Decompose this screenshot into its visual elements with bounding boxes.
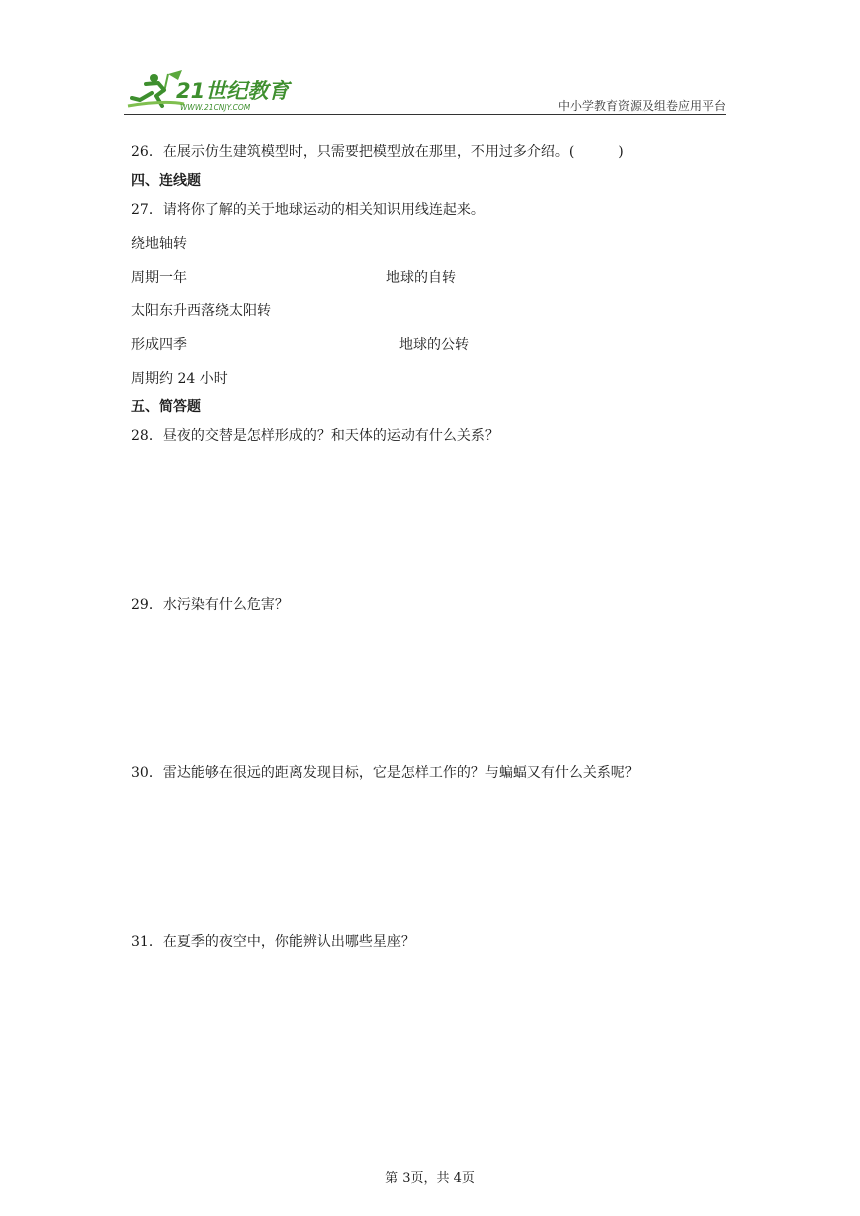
logo-text: 21世纪教育 <box>176 79 290 103</box>
header-divider <box>124 114 726 115</box>
match-left-item[interactable]: 周期一年 <box>131 270 187 286</box>
logo <box>124 66 294 114</box>
platform-name: 中小学教育资源及组卷应用平台 <box>557 99 726 113</box>
match-left-item[interactable]: 形成四季 <box>131 337 187 353</box>
page-footer: 第 3页，共 4页 <box>385 1171 475 1186</box>
question-31: 31．在夏季的夜空中，你能辨认出哪些星座？ <box>131 934 415 950</box>
question-27: 27．请将你了解的关于地球运动的相关知识用线连起来。 <box>131 202 485 218</box>
question-28: 28．昼夜的交替是怎样形成的？和天体的运动有什么关系？ <box>131 428 499 444</box>
match-right-item[interactable]: 地球的公转 <box>399 337 469 353</box>
match-left-item[interactable]: 绕地轴转 <box>131 236 187 252</box>
question-26-text: 26．在展示仿生建筑模型时，只需要把模型放在那里，不用过多介绍。( <box>131 144 575 160</box>
section-title-matching: 四、连线题 <box>131 173 201 189</box>
section-title-short-answer: 五、简答题 <box>131 399 201 415</box>
match-left-item[interactable]: 太阳东升西落绕太阳转 <box>131 303 271 319</box>
logo-url: WWW.21CNJY.COM <box>180 103 251 112</box>
question-26-close: ) <box>618 144 624 160</box>
page-header <box>124 66 726 116</box>
match-left-item[interactable]: 周期约 24 小时 <box>131 371 228 387</box>
question-26 <box>131 143 624 161</box>
question-30: 30．雷达能够在很远的距离发现目标，它是怎样工作的？与蝙蝠又有什么关系呢？ <box>131 765 639 781</box>
question-29: 29．水污染有什么危害？ <box>131 597 289 613</box>
match-right-item[interactable]: 地球的自转 <box>386 270 456 286</box>
